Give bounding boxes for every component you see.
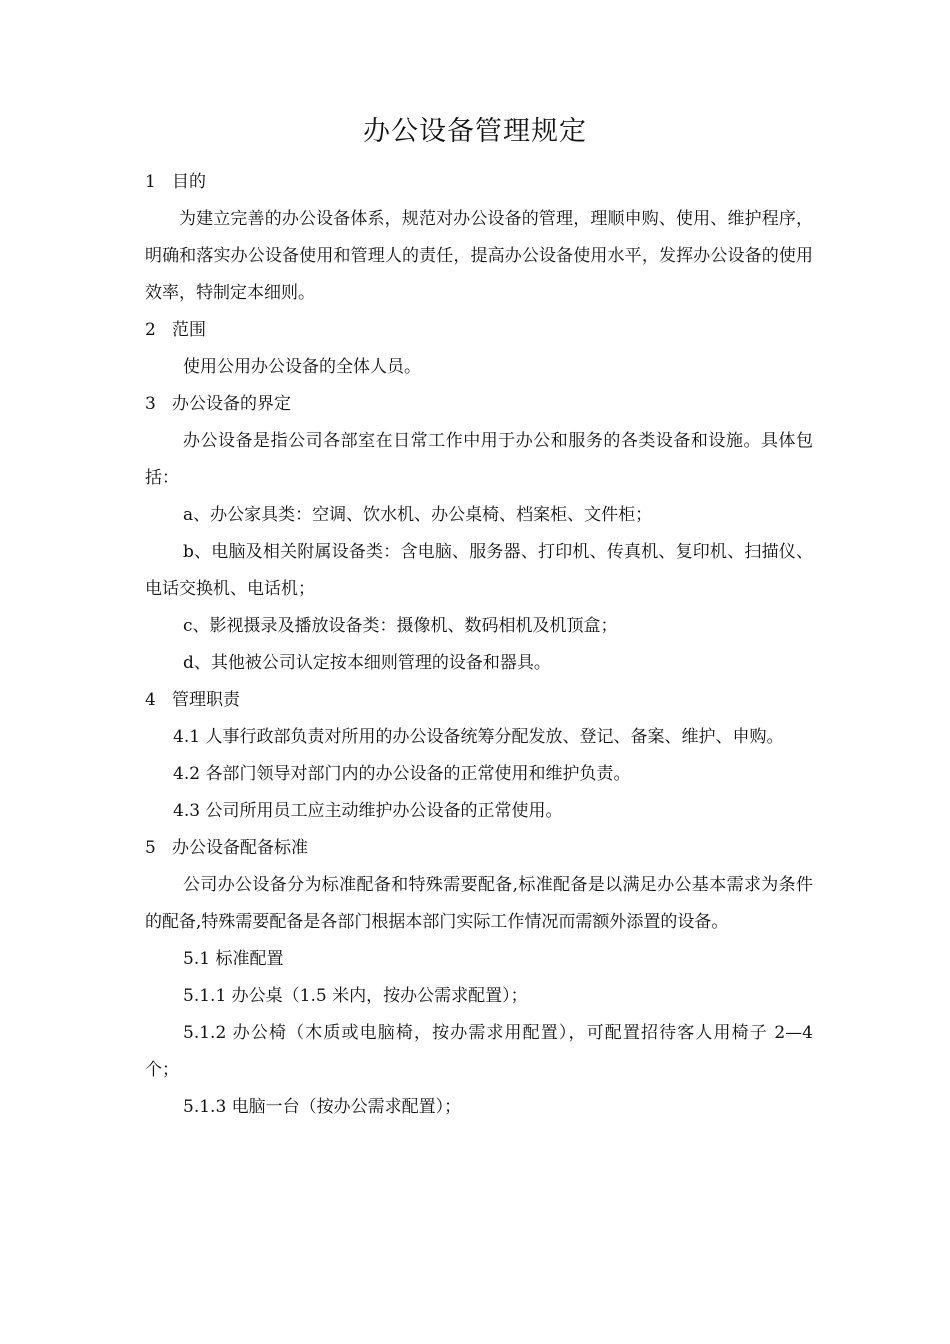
- document-title: 办公设备管理规定: [363, 116, 587, 147]
- document-body: [145, 164, 813, 1126]
- definition-item-a: a、办公家具类：空调、饮水机、办公桌椅、档案柜、文件柜；: [183, 505, 653, 525]
- purpose-paragraph: 为建立完善的办公设备体系，规范对办公设备的管理，理顺申购、使用、维护程序，明确和落实办公设备使用和管理人的责任，提高办公设备使用水平，发挥办公设备的使用效率，特制定本细则。: [145, 209, 813, 303]
- responsibility-4-3: 4.3 公司所用员工应主动维护办公设备的正常使用。: [173, 801, 563, 821]
- scope-paragraph: 使用公用办公设备的全体人员。: [183, 357, 421, 377]
- definition-item-b: b、电脑及相关附属设备类：含电脑、服务器、打印机、传真机、复印机、扫描仪、电话交换机、电话机；: [145, 542, 813, 599]
- definition-item-d: d、其他被公司认定按本细则管理的设备和器具。: [183, 653, 551, 673]
- responsibility-4-2: 4.2 各部门领导对部门内的办公设备的正常使用和维护负责。: [173, 764, 631, 784]
- standard-config-5-1-1: 5.1.1 办公桌（1.5 米内，按办公需求配置）；: [183, 986, 528, 1006]
- section-heading-scope: 2 范围: [145, 320, 207, 340]
- standard-config-heading: 5.1 标准配置: [183, 949, 284, 969]
- standard-config-5-1-2: 5.1.2 办公椅（木质或电脑椅，按办需求用配置），可配置招待客人用椅子 2—4 个；: [145, 1023, 813, 1080]
- standard-config-5-1-3: 5.1.3 电脑一台（按办公需求配置）；: [183, 1097, 462, 1117]
- section-heading-standards: 5 办公设备配备标准: [145, 838, 309, 858]
- section-heading-purpose: 1 目的: [145, 172, 207, 192]
- section-heading-definition: 3 办公设备的界定: [145, 394, 292, 414]
- section-heading-responsibilities: 4 管理职责: [145, 690, 241, 710]
- definition-item-c: c、影视摄录及播放设备类：摄像机、数码相机及机顶盒；: [183, 616, 618, 636]
- definition-paragraph: 办公设备是指公司各部室在日常工作中用于办公和服务的各类设备和设施。具体包括：: [145, 431, 813, 488]
- responsibility-4-1: 4.1 人事行政部负责对所用的办公设备统筹分配发放、登记、备案、维护、申购。: [173, 727, 784, 747]
- standards-paragraph: 公司办公设备分为标准配备和特殊需要配备,标准配备是以满足办公基本需求为条件的配备,特殊需要配备是各部门根据本部门实际工作情况而需额外添置的设备。: [145, 875, 813, 932]
